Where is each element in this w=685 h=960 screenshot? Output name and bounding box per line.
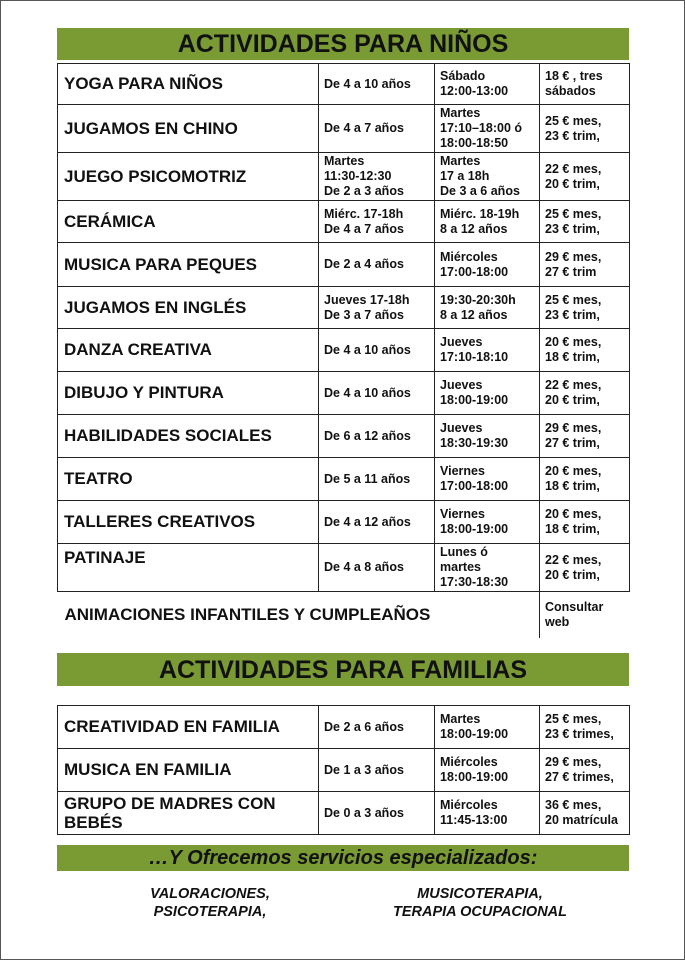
age-range: Martes 11:30-12:30 De 2 a 3 años	[319, 153, 435, 201]
table-row	[58, 592, 630, 638]
price: 29 € mes, 27 € trim	[540, 243, 630, 287]
table-row	[58, 329, 630, 372]
schedule: Miércoles 11:45-13:00	[435, 792, 540, 835]
family-activities-table	[57, 705, 630, 835]
schedule: Lunes ó martes 17:30-18:30	[435, 544, 540, 592]
schedule: Jueves 17:10-18:10	[435, 329, 540, 372]
schedule: 19:30-20:30h 8 a 12 años	[435, 287, 540, 329]
table-row	[58, 201, 630, 243]
table-row	[58, 706, 630, 749]
schedule: Martes 18:00-19:00	[435, 706, 540, 749]
price: 25 € mes, 23 € trim,	[540, 105, 630, 153]
activity-name: MUSICA EN FAMILIA	[58, 749, 319, 792]
table-row	[58, 415, 630, 458]
price: 18 € , tres sábados	[540, 64, 630, 105]
schedule: Viernes 17:00-18:00	[435, 458, 540, 501]
table-row	[58, 372, 630, 415]
activity-name: MUSICA PARA PEQUES	[58, 243, 319, 287]
activity-name: DIBUJO Y PINTURA	[58, 372, 319, 415]
table-row	[58, 243, 630, 287]
activity-name: YOGA PARA NIÑOS	[58, 64, 319, 105]
age-range: Miérc. 17-18h De 4 a 7 años	[319, 201, 435, 243]
services-left: VALORACIONES, PSICOTERAPIA,	[150, 886, 270, 920]
table-row	[58, 501, 630, 544]
schedule: Martes 17:10–18:00 ó 18:00-18:50	[435, 105, 540, 153]
activity-name: TALLERES CREATIVOS	[58, 501, 319, 544]
schedule: Miércoles 18:00-19:00	[435, 749, 540, 792]
price: 29 € mes, 27 € trimes,	[540, 749, 630, 792]
activity-name: JUGAMOS EN INGLÉS	[58, 287, 319, 329]
activity-name: CREATIVIDAD EN FAMILIA	[58, 706, 319, 749]
price: Consultar web	[540, 592, 630, 638]
age-range: De 4 a 10 años	[319, 329, 435, 372]
age-range: De 4 a 8 años	[319, 544, 435, 592]
services-title: …Y Ofrecemos servicios especializados:	[57, 845, 629, 871]
schedule: Miérc. 18-19h 8 a 12 años	[435, 201, 540, 243]
age-range: De 4 a 12 años	[319, 501, 435, 544]
schedule: Jueves 18:30-19:30	[435, 415, 540, 458]
family-activities-title: ACTIVIDADES PARA FAMILIAS	[57, 653, 629, 686]
age-range: De 2 a 6 años	[319, 706, 435, 749]
price: 22 € mes, 20 € trim,	[540, 372, 630, 415]
price: 22 € mes, 20 € trim,	[540, 544, 630, 592]
activity-name: JUGAMOS EN CHINO	[58, 105, 319, 153]
age-range: De 4 a 10 años	[319, 372, 435, 415]
schedule: Martes 17 a 18h De 3 a 6 años	[435, 153, 540, 201]
activity-name: ANIMACIONES INFANTILES Y CUMPLEAÑOS	[58, 592, 540, 638]
age-range: De 4 a 10 años	[319, 64, 435, 105]
price: 29 € mes, 27 € trim,	[540, 415, 630, 458]
table-row	[58, 287, 630, 329]
price: 22 € mes, 20 € trim,	[540, 153, 630, 201]
price: 25 € mes, 23 € trim,	[540, 201, 630, 243]
schedule: Jueves 18:00-19:00	[435, 372, 540, 415]
age-range: De 6 a 12 años	[319, 415, 435, 458]
price: 25 € mes, 23 € trim,	[540, 287, 630, 329]
kids-activities-table	[57, 63, 630, 638]
price: 25 € mes, 23 € trimes,	[540, 706, 630, 749]
schedule: Sábado 12:00-13:00	[435, 64, 540, 105]
age-range: De 1 a 3 años	[319, 749, 435, 792]
age-range: De 5 a 11 años	[319, 458, 435, 501]
age-range: De 0 a 3 años	[319, 792, 435, 835]
table-row	[58, 458, 630, 501]
age-range: De 4 a 7 años	[319, 105, 435, 153]
age-range: Jueves 17-18h De 3 a 7 años	[319, 287, 435, 329]
price: 20 € mes, 18 € trim,	[540, 329, 630, 372]
price: 36 € mes, 20 matrícula	[540, 792, 630, 835]
table-row	[58, 105, 630, 153]
table-row	[58, 749, 630, 792]
activity-name: DANZA CREATIVA	[58, 329, 319, 372]
table-row	[58, 64, 630, 105]
activity-name: JUEGO PSICOMOTRIZ	[58, 153, 319, 201]
activity-name: CERÁMICA	[58, 201, 319, 243]
activity-name: HABILIDADES SOCIALES	[58, 415, 319, 458]
activity-name: TEATRO	[58, 458, 319, 501]
table-row	[58, 544, 630, 592]
table-row	[58, 792, 630, 835]
schedule: Viernes 18:00-19:00	[435, 501, 540, 544]
activity-name: GRUPO DE MADRES CON BEBÉS	[58, 792, 319, 835]
age-range: De 2 a 4 años	[319, 243, 435, 287]
kids-activities-title: ACTIVIDADES PARA NIÑOS	[57, 28, 629, 60]
services-right: MUSICOTERAPIA, TERAPIA OCUPACIONAL	[393, 886, 567, 920]
activity-name: PATINAJE	[58, 544, 319, 592]
price: 20 € mes, 18 € trim,	[540, 501, 630, 544]
price: 20 € mes, 18 € trim,	[540, 458, 630, 501]
table-row	[58, 153, 630, 201]
schedule: Miércoles 17:00-18:00	[435, 243, 540, 287]
